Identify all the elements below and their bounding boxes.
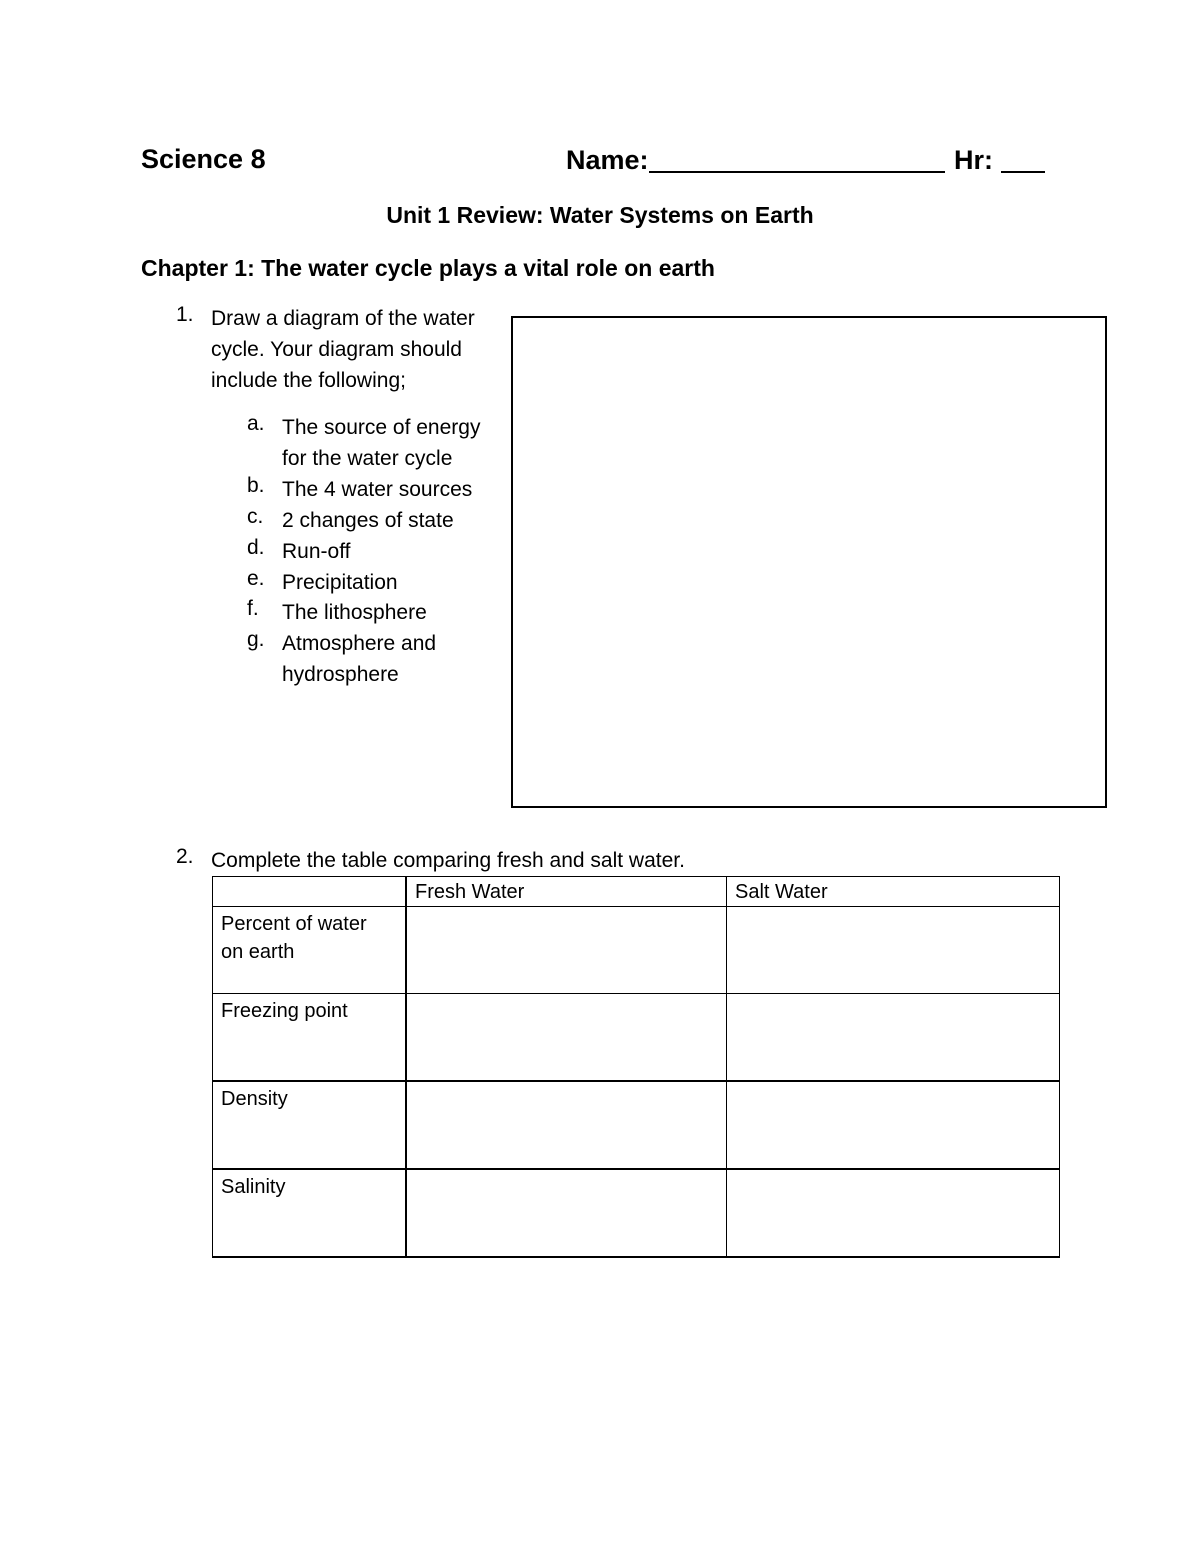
question-1-line: include the following; <box>211 369 406 392</box>
answer-cell-salt[interactable] <box>727 994 1060 1082</box>
question-2-text: Complete the table comparing fresh and salt water. <box>211 849 685 872</box>
comparison-table <box>212 876 1060 1258</box>
item-b-letter: b. <box>247 474 265 497</box>
item-g-letter: g. <box>247 628 265 651</box>
item-f-text: The lithosphere <box>282 601 427 624</box>
diagram-drawing-box[interactable] <box>511 316 1107 808</box>
row-label: Freezing point <box>213 994 407 1082</box>
item-a-line: for the water cycle <box>282 447 453 470</box>
hour-label: Hr: <box>954 145 994 175</box>
question-2-number: 2. <box>176 845 194 868</box>
item-e-letter: e. <box>247 567 265 590</box>
answer-cell-fresh[interactable] <box>406 907 727 994</box>
table-header-salt-water: Salt Water <box>727 877 1060 907</box>
item-g-line: hydrosphere <box>282 663 399 686</box>
question-1-text <box>211 303 501 396</box>
item-a-letter: a. <box>247 412 265 435</box>
name-field[interactable] <box>566 144 1045 176</box>
table-row <box>213 994 1060 1082</box>
item-c-letter: c. <box>247 505 264 528</box>
item-a-text <box>282 412 502 474</box>
table-header-row <box>213 877 1060 907</box>
course-title: Science 8 <box>141 144 266 174</box>
table-header-cell <box>213 877 407 907</box>
answer-cell-fresh[interactable] <box>406 1169 727 1257</box>
name-blank[interactable] <box>649 144 945 173</box>
row-label: Salinity <box>213 1169 407 1257</box>
item-d-text: Run-off <box>282 540 351 563</box>
table-header-fresh-water: Fresh Water <box>406 877 727 907</box>
table-row <box>213 1081 1060 1169</box>
item-d-letter: d. <box>247 536 265 559</box>
question-1-line: cycle. Your diagram should <box>211 338 462 361</box>
row-label: Density <box>213 1081 407 1169</box>
item-e-text: Precipitation <box>282 571 398 594</box>
table-row <box>213 1169 1060 1257</box>
row-label <box>213 907 407 994</box>
item-f-letter: f. <box>247 597 259 620</box>
item-c-text: 2 changes of state <box>282 509 454 532</box>
hour-blank[interactable] <box>1001 144 1045 173</box>
answer-cell-salt[interactable] <box>727 1169 1060 1257</box>
row-label-line: on earth <box>221 941 295 963</box>
item-a-line: The source of energy <box>282 416 481 439</box>
question-1-line: Draw a diagram of the water <box>211 307 475 330</box>
item-g-line: Atmosphere and <box>282 632 437 655</box>
answer-cell-salt[interactable] <box>727 907 1060 994</box>
item-g-text <box>282 628 502 690</box>
name-label: Name: <box>566 145 649 175</box>
item-b-text: The 4 water sources <box>282 478 473 501</box>
chapter-heading: Chapter 1: The water cycle plays a vital role on earth <box>141 255 715 281</box>
answer-cell-fresh[interactable] <box>406 994 727 1082</box>
answer-cell-fresh[interactable] <box>406 1081 727 1169</box>
answer-cell-salt[interactable] <box>727 1081 1060 1169</box>
question-1-number: 1. <box>176 303 194 326</box>
page-title: Unit 1 Review: Water Systems on Earth <box>386 202 814 228</box>
row-label-line: Percent of water <box>221 913 367 935</box>
table-row <box>213 907 1060 994</box>
